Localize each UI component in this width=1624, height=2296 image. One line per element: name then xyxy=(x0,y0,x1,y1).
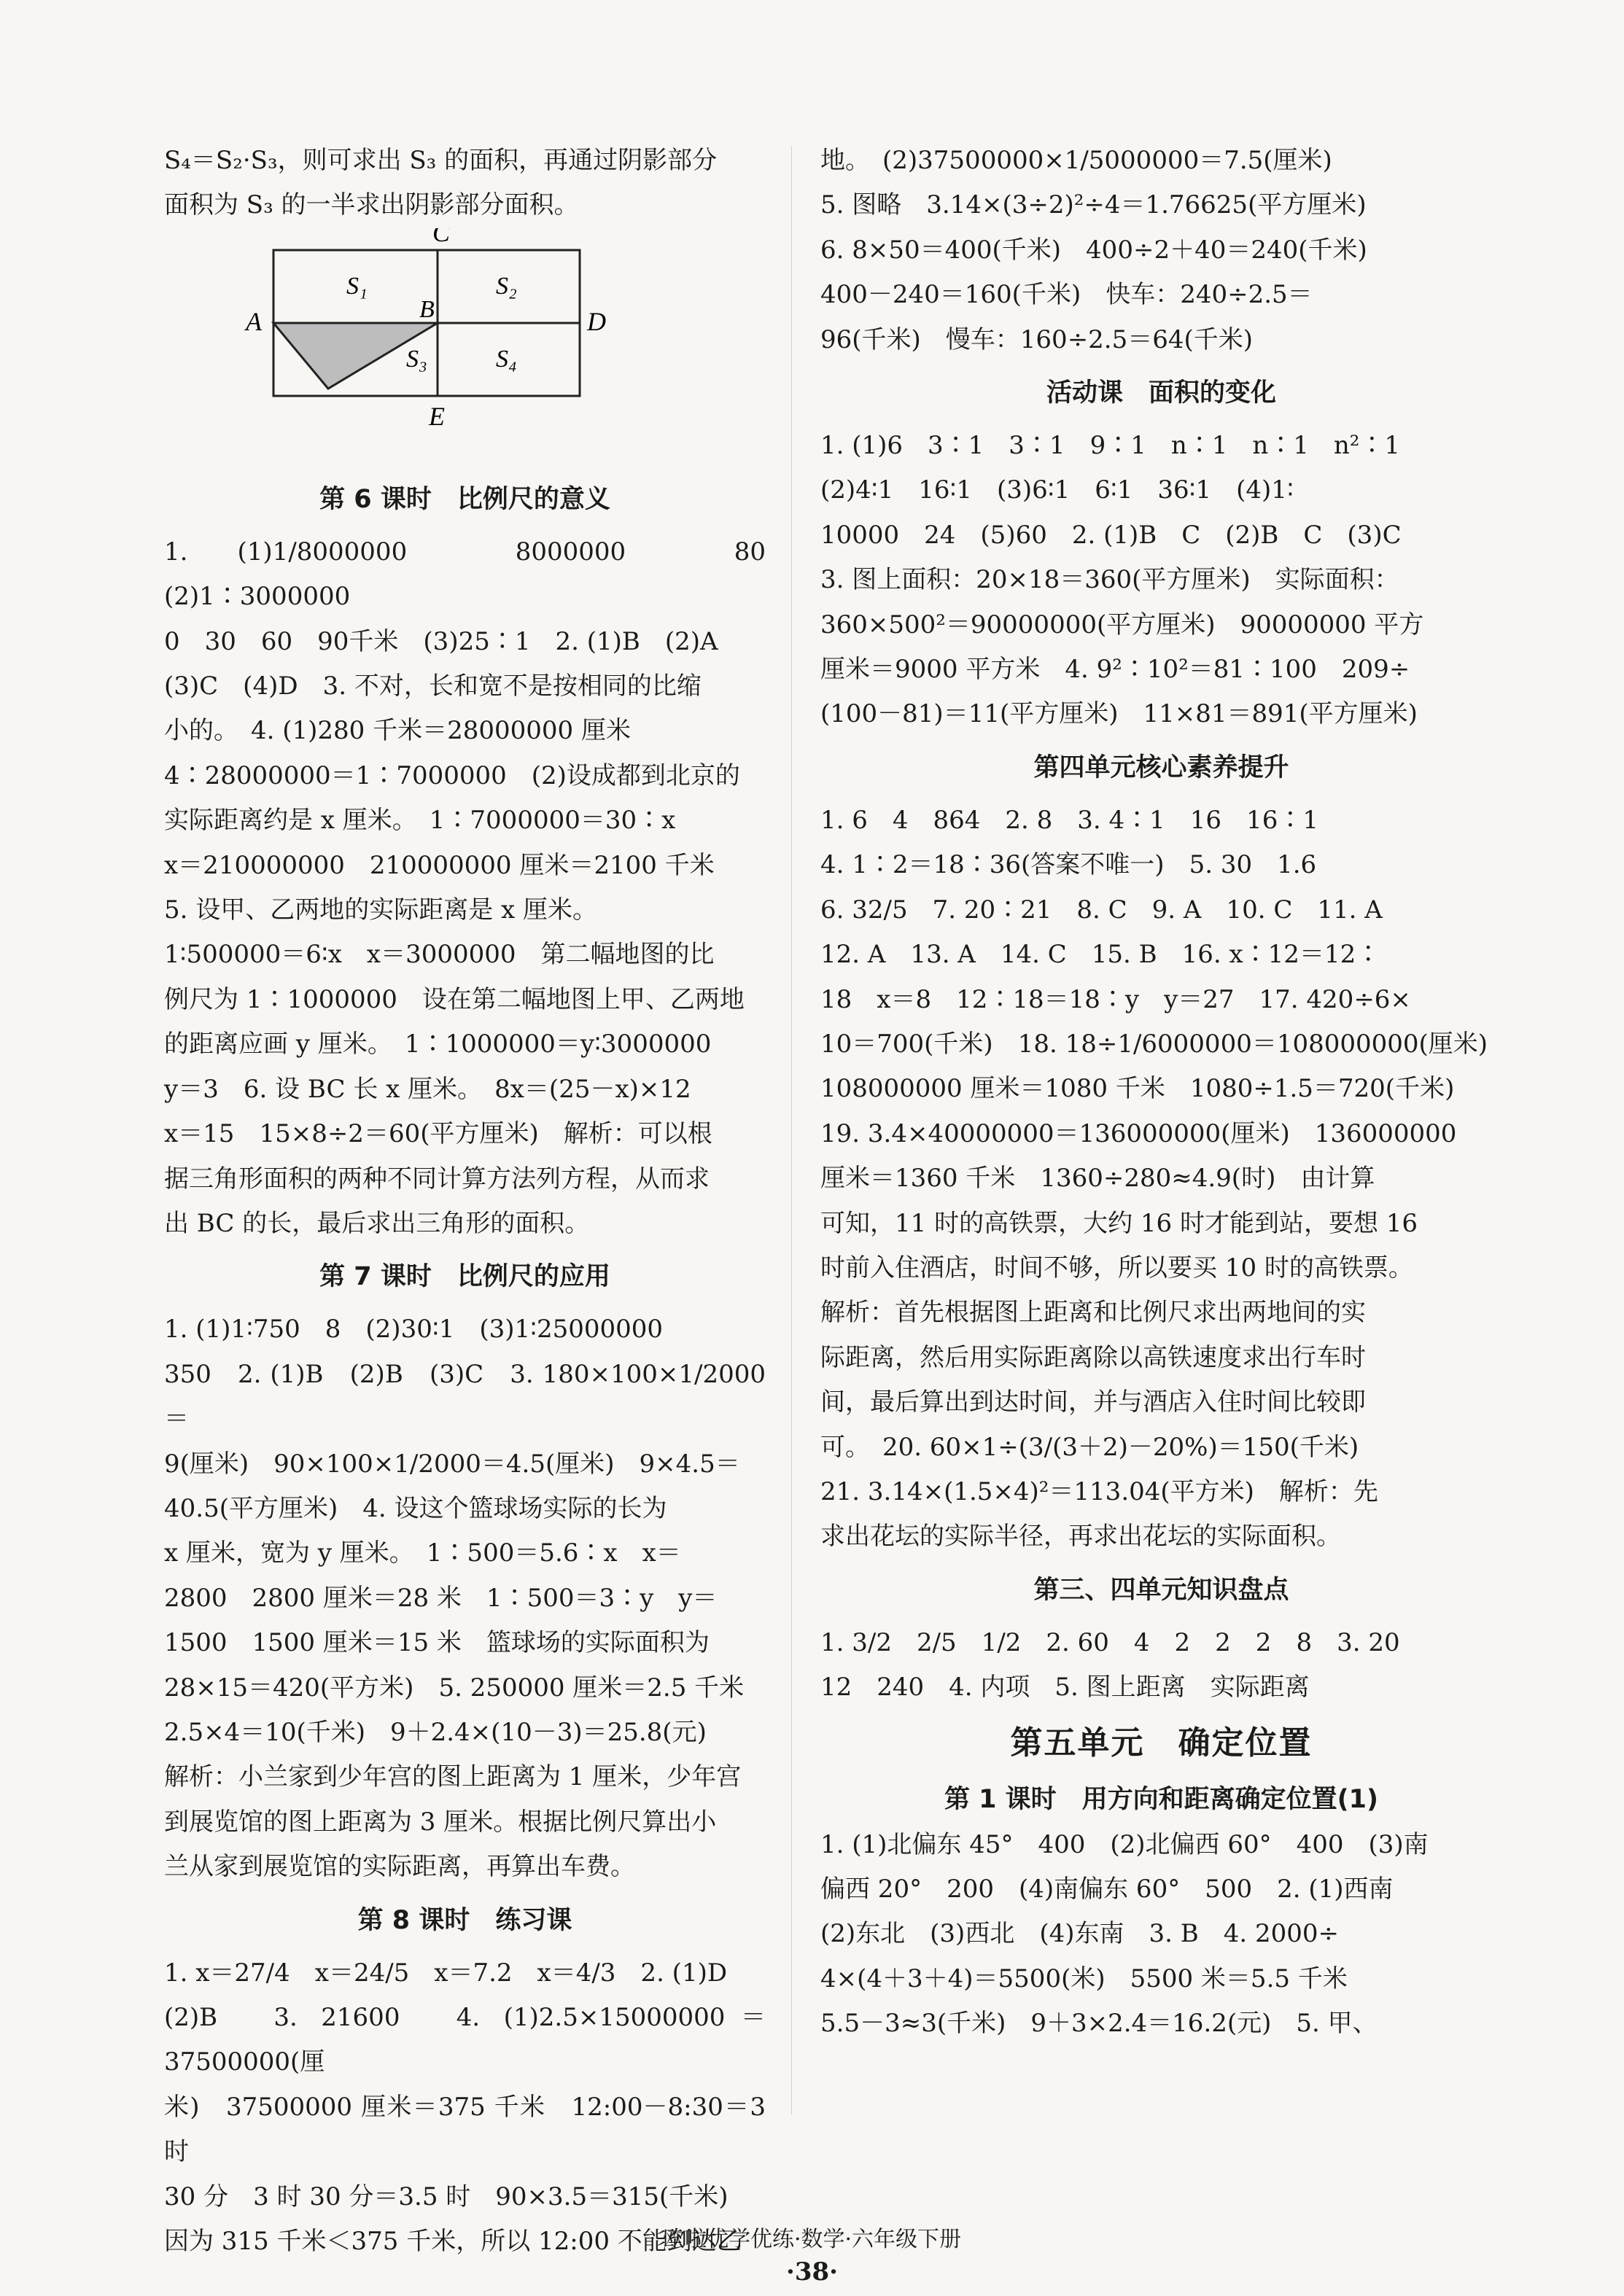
answer-line: 据三角形面积的两种不同计算方法列方程，从而求 xyxy=(164,1164,710,1194)
answer-line: 时前入住酒店，时间不够，所以要买 10 时的高铁票。 xyxy=(820,1253,1413,1283)
unit4-title: 第四单元核心素养提升 xyxy=(1033,752,1289,782)
unit4-answers xyxy=(820,798,1502,1560)
figure-label: D xyxy=(587,306,606,336)
lesson7-title: 第 7 课时 比例尺的应用 xyxy=(319,1262,610,1292)
answer-line: 厘米＝9000 平方米 4. 9²∶10²＝81∶100 209÷ xyxy=(820,655,1410,685)
answer-line: 小的。 4. (1)280 千米＝28000000 厘米 xyxy=(164,716,631,746)
answer-line: 到展览馆的图上距离为 3 厘米。根据比例尺算出小 xyxy=(164,1807,717,1837)
answer-line: 10000 24 (5)60 2. (1)B C (2)B C (3)C xyxy=(820,520,1402,550)
answer-line: 400－240＝160(千米) 快车：240÷2.5＝ xyxy=(820,280,1313,310)
answer-line: 4×(4＋3＋4)＝5500(米) 5500 米＝5.5 千米 xyxy=(820,1964,1348,1993)
answer-line: 5. 图略 3.14×(3÷2)²÷4＝1.76625(平方厘米) xyxy=(820,190,1367,220)
answer-line: 10＝700(千米) 18. 18÷1/6000000＝108000000(厘米) xyxy=(820,1029,1488,1059)
intro-text xyxy=(164,139,766,228)
answer-line: 厘米＝1360 千米 1360÷280≈4.9(时) 由计算 xyxy=(820,1164,1375,1194)
lesson7-answers xyxy=(164,1307,766,1889)
lesson6-title: 第 6 课时 比例尺的意义 xyxy=(319,484,610,514)
activity-answers xyxy=(820,424,1502,737)
answer-line: 1500 1500 厘米＝15 米 篮球场的实际面积为 xyxy=(164,1628,710,1658)
answer-line: 108000000 厘米＝1080 千米 1080÷1.5＝720(千米) xyxy=(820,1074,1455,1104)
answer-line: 1∶500000＝6∶x x＝3000000 第二幅地图的比 xyxy=(164,940,715,970)
answer-line: (3)C (4)D 3. 不对，长和宽不是按相同的比缩 xyxy=(164,672,702,701)
left-column xyxy=(164,139,790,2264)
answer-line: 的距离应画 y 厘米。 1∶1000000＝y∶3000000 xyxy=(164,1030,712,1059)
figure-label: S₄ xyxy=(496,345,517,373)
figure-label: S₁ xyxy=(346,272,368,300)
answer-line: 350 2. (1)B (2)B (3)C 3. 180×100×1/2000＝ xyxy=(164,1359,766,1434)
column-divider xyxy=(791,146,792,2114)
answer-line: 1. (1)6 3∶1 3∶1 9∶1 n∶1 n∶1 n²∶1 xyxy=(820,431,1401,461)
answer-line: 1. x＝27/4 x＝24/5 x＝7.2 x＝4/3 2. (1)D xyxy=(164,1958,728,1988)
lesson8-answers xyxy=(164,1951,766,2265)
answer-line: 4. 1∶2＝18∶36(答案不唯一) 5. 30 1.6 xyxy=(820,850,1317,880)
review-title: 第三、四单元知识盘点 xyxy=(1033,1575,1289,1605)
answer-line: 解析：小兰家到少年宫的图上距离为 1 厘米，少年宫 xyxy=(164,1762,742,1792)
answer-line: 96(千米) 慢车：160÷2.5＝64(千米) xyxy=(820,324,1254,354)
figure-label: S₃ xyxy=(406,345,427,373)
answer-line: x 厘米，宽为 y 厘米。 1∶500＝5.6∶x x＝ xyxy=(164,1538,681,1568)
answer-line: 可知，11 时的高铁票，大约 16 时才能到站，要想 16 xyxy=(820,1208,1418,1238)
figure-label: E xyxy=(429,401,445,431)
review-answers xyxy=(820,1621,1502,1711)
answer-line: 际距离，然后用实际距离除以高铁速度求出行车时 xyxy=(820,1342,1366,1372)
answer-line: 3. 图上面积：20×18＝360(平方厘米) 实际面积： xyxy=(820,565,1399,595)
answer-line: 可。 20. 60×1÷(3/(3＋2)－20%)＝150(千米) xyxy=(820,1432,1359,1462)
unit5-lesson1-title: 第 1 课时 用方向和距离确定位置(1) xyxy=(944,1784,1379,1814)
rectangle-diagram xyxy=(164,228,766,469)
answer-line: 1. 3/2 2/5 1/2 2. 60 4 2 2 2 8 3. 20 xyxy=(820,1627,1400,1657)
unit5-title: 第五单元 确定位置 xyxy=(1010,1724,1313,1762)
answer-line: 12 240 4. 内项 5. 图上距离 实际距离 xyxy=(820,1673,1310,1702)
figure-label: S₂ xyxy=(496,272,517,300)
activity-title: 活动课 面积的变化 xyxy=(1046,378,1276,408)
answer-line: 5. 设甲、乙两地的实际距离是 x 厘米。 xyxy=(164,895,598,925)
geometry-figure xyxy=(164,228,766,469)
answer-line: x＝15 15×8÷2＝60(平方厘米) 解析：可以根 xyxy=(164,1119,712,1149)
unit5-answers xyxy=(820,1823,1502,2047)
footer-text: 欧啦优学优练·数学·六年级下册 xyxy=(662,2227,962,2252)
answer-line: 6. 32/5 7. 20∶21 8. C 9. A 10. C 11. A xyxy=(820,895,1383,925)
lesson8-title: 第 8 课时 练习课 xyxy=(357,1905,572,1935)
answer-line: (2)4∶1 16∶1 (3)6∶1 6∶1 36∶1 (4)1∶ xyxy=(820,475,1294,505)
answer-line: 实际距离约是 x 厘米。 1∶7000000＝30∶x xyxy=(164,806,676,836)
answer-line: 偏西 20° 200 (4)南偏东 60° 500 2. (1)西南 xyxy=(820,1875,1394,1904)
answer-line: 面积为 S₃ 的一半求出阴影部分面积。 xyxy=(164,190,579,220)
lesson6-answers xyxy=(164,530,790,1247)
answer-line: 2.5×4＝10(千米) 9＋2.4×(10－3)＝25.8(元) xyxy=(164,1717,707,1747)
answer-line: 12. A 13. A 14. C 15. B 16. x∶12＝12∶ xyxy=(820,940,1381,970)
answer-line: x＝210000000 210000000 厘米＝2100 千米 xyxy=(164,850,715,880)
answer-line: 求出花坛的实际半径，再求出花坛的实际面积。 xyxy=(820,1522,1341,1552)
right-column xyxy=(820,139,1502,2047)
answer-line: 6. 8×50＝400(千米) 400÷2＋40＝240(千米) xyxy=(820,235,1367,265)
continued-answers xyxy=(820,139,1502,362)
answer-line: (100－81)＝11(平方厘米) 11×81＝891(平方厘米) xyxy=(820,699,1418,729)
answer-line: (2)B 3. 21600 4. (1)2.5×15000000＝37500000(厘 xyxy=(164,2003,766,2077)
answer-line: 21. 3.14×(1.5×4)²＝113.04(平方米) 解析：先 xyxy=(820,1476,1378,1506)
answer-line: 1. (1)1/8000000 8000000 80 (2)1∶3000000 xyxy=(164,537,790,612)
answer-line: 18 x＝8 12∶18＝18∶y y＝27 17. 420÷6× xyxy=(820,984,1411,1014)
figure-label: C xyxy=(432,227,451,247)
figure-label: B xyxy=(419,295,435,323)
answer-line: 2800 2800 厘米＝28 米 1∶500＝3∶y y＝ xyxy=(164,1583,718,1613)
answer-line: (2)东北 (3)西北 (4)东南 3. B 4. 2000÷ xyxy=(820,1919,1339,1949)
answer-line: y＝3 6. 设 BC 长 x 厘米。 8x＝(25－x)×12 xyxy=(164,1074,691,1104)
answer-line: S₄＝S₂·S₃，则可求出 S₃ 的面积，再通过阴影部分 xyxy=(164,146,718,175)
answer-line: 0 30 60 90千米 (3)25∶1 2. (1)B (2)A xyxy=(164,626,718,656)
figure-label: A xyxy=(246,306,262,336)
answer-line: 间，最后算出到达时间，并与酒店入住时间比较即 xyxy=(820,1388,1366,1417)
answer-line: 5.5－3≈3(千米) 9＋3×2.4＝16.2(元) 5. 甲、 xyxy=(820,2009,1378,2039)
answer-line: 360×500²＝90000000(平方厘米) 90000000 平方 xyxy=(820,610,1424,639)
answer-line: 1. (1)北偏东 45° 400 (2)北偏西 60° 400 (3)南 xyxy=(820,1829,1429,1859)
answer-line: 1. (1)1∶750 8 (2)30∶1 (3)1∶25000000 xyxy=(164,1315,664,1344)
answer-line: 兰从家到展览馆的实际距离，再算出车费。 xyxy=(164,1852,635,1882)
answer-line: 9(厘米) 90×100×1/2000＝4.5(厘米) 9×4.5＝ xyxy=(164,1449,740,1479)
answer-line: 米) 37500000 厘米＝375 千米 12:00－8:30＝3 时 xyxy=(164,2092,766,2167)
answer-line: 4∶28000000＝1∶7000000 (2)设成都到北京的 xyxy=(164,760,740,790)
answer-line: 19. 3.4×40000000＝136000000(厘米) 136000000 xyxy=(820,1118,1457,1148)
answer-line: 出 BC 的长，最后求出三角形的面积。 xyxy=(164,1208,590,1238)
answer-line: 40.5(平方厘米) 4. 设这个篮球场实际的长为 xyxy=(164,1493,667,1523)
answer-line: 因为 315 千米＜375 千米，所以 12:00 不能到达乙 xyxy=(164,2227,742,2257)
answer-line: 1. 6 4 864 2. 8 3. 4∶1 16 16∶1 xyxy=(820,805,1318,835)
answer-line: 地。 (2)37500000×1/5000000＝7.5(厘米) xyxy=(820,146,1332,175)
answer-line: 30 分 3 时 30 分＝3.5 时 90×3.5＝315(千米) xyxy=(164,2182,729,2211)
answer-line: 例尺为 1∶1000000 设在第二幅地图上甲、乙两地 xyxy=(164,984,745,1014)
page-number: ·38· xyxy=(786,2257,838,2287)
answer-line: 28×15＝420(平方米) 5. 250000 厘米＝2.5 千米 xyxy=(164,1673,745,1702)
answer-line: 解析：首先根据图上距离和比例尺求出两地间的实 xyxy=(820,1298,1366,1328)
